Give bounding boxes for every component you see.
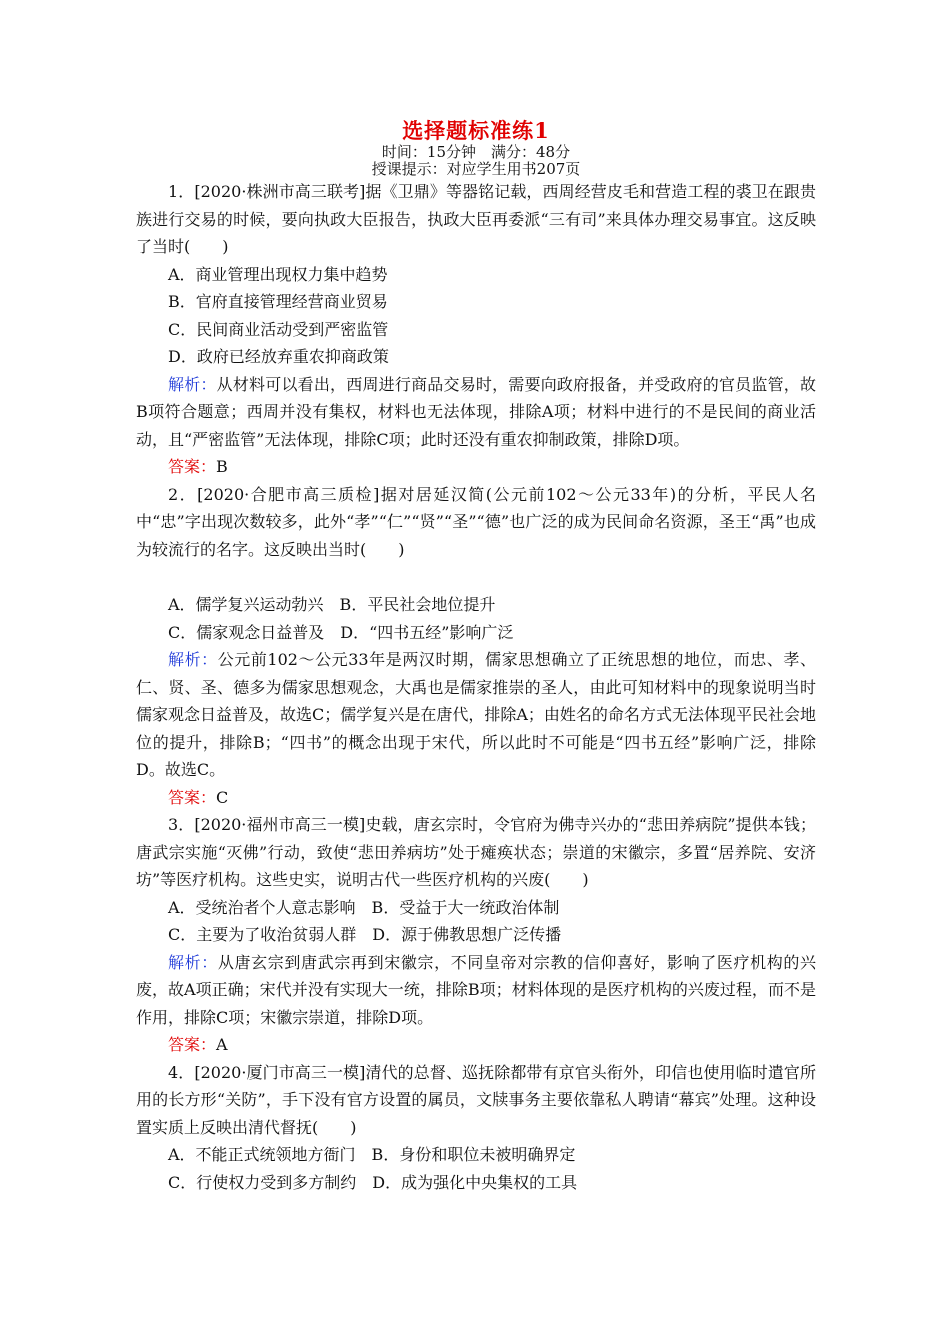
page-title: 选择题标准练1 (402, 118, 550, 143)
options-cd: C．主要为了收治贫弱人群 D．源于佛教思想广泛传播 (168, 925, 562, 944)
answer (136, 784, 816, 812)
explanation (136, 949, 816, 1032)
question-stem: 3．[2020·福州市高三一模]史载，唐玄宗时，令官府为佛寺兴办的“悲田养病院”提供本钱；唐武宗实施“灭佛”行动，致使“悲田养病坊”处于瘫痪状态；崇道的宋徽宗，多置“居养院、安济坊”等医疗机构。这些史实，说明古代一些医疗机构的兴废( ) (136, 815, 816, 889)
time-score-line: 时间：15分钟 满分：48分 (381, 143, 571, 161)
option-b: B．官府直接管理经营商业贸易 (168, 292, 388, 311)
document-page (136, 118, 816, 1196)
answer (136, 1031, 816, 1059)
explanation-text: 公元前102～公元33年是两汉时期，儒家思想确立了正统思想的地位，而忠、孝、仁、贤、圣、德多为儒家思想观念，大禹也是儒家推崇的圣人，由此可知材料中的现象说明当时儒家观念日益普及，故选C；儒学复兴是在唐代，排除A；由姓名的命名方式无法体现平民社会地位的提升，排除B；“四书”的概念出现于宋代，所以此时不可能是“四书五经”影响广泛，排除D。故选C。 (136, 650, 816, 779)
options-ab: A．不能正式统领地方衙门 B．身份和职位未被明确界定 (168, 1145, 576, 1164)
explanation-label: 解析： (168, 650, 218, 669)
question-stem: 1．[2020·株洲市高三联考]据《卫鼎》等器铭记载，西周经营皮毛和营造工程的裘卫在跟贵族进行交易的时候，要向执政大臣报告，执政大臣再委派“三有司”来具体办理交易事宜。这反映了当时( ) (136, 182, 816, 256)
explanation (136, 646, 816, 784)
answer-value: C (216, 787, 229, 807)
options-cd: C．行使权力受到多方制约 D．成为强化中央集权的工具 (168, 1172, 578, 1192)
explanation-text: 从唐玄宗到唐武宗再到宋徽宗，不同皇帝对宗教的信仰喜好，影响了医疗机构的兴废，故A项正确；宋代并没有实现大一统，排除B项；材料体现的是医疗机构的兴废过程，而不是作用，排除C项；宋徽宗崇道，排除D项。 (136, 952, 816, 1027)
answer-label: 答案： (168, 457, 217, 476)
answer (136, 453, 816, 481)
question-4 (136, 1059, 816, 1197)
question-stem: 2．[2020·合肥市高三质检]据对居延汉简(公元前102～公元33年)的分析，平民人名中“忠”字出现次数较多，此外“孝”“仁”“贤”“圣”“德”也广泛的成为民间命名资源，圣王“禹”也成为较流行的名字。这反映出当时( ) (136, 484, 816, 559)
options-ab: A．儒学复兴运动勃兴 B．平民社会地位提升 (168, 595, 496, 614)
option-c: C．民间商业活动受到严密监管 (168, 319, 389, 339)
answer-value: B (216, 457, 228, 476)
answer-label: 答案： (168, 1035, 217, 1054)
explanation (136, 371, 816, 454)
explanation-label: 解析： (168, 952, 218, 972)
blank-space (136, 563, 816, 591)
answer-value: A (216, 1035, 228, 1054)
option-d: D．政府已经放弃重农抑商政策 (168, 347, 389, 366)
options-cd: C．儒家观念日益普及 D．“四书五经”影响广泛 (168, 622, 514, 642)
question-3 (136, 811, 816, 1059)
answer-label: 答案： (168, 787, 217, 807)
question-1 (136, 178, 816, 481)
question-stem: 4．[2020·厦门市高三一模]清代的总督、巡抚除都带有京官头衔外，印信也使用临时遣官所用的长方形“关防”，手下没有官方设置的属员，文牍事务主要依靠私人聘请“幕宾”处理。这种设置实质上反映出清代督抚( ) (136, 1062, 816, 1137)
option-a: A．商业管理出现权力集中趋势 (168, 264, 388, 284)
explanation-label: 解析： (168, 374, 217, 394)
options-ab: A．受统治者个人意志影响 B．受益于大一统政治体制 (168, 897, 560, 917)
explanation-text: 从材料可以看出，西周进行商品交易时，需要向政府报备，并受政府的官员监管，故B项符合题意；西周并没有集权，材料也无法体现，排除A项；材料中进行的不是民间的商业活动，且“严密监管”无法体现，排除C项；此时还没有重农抑制政策，排除D项。 (136, 374, 816, 449)
textbook-hint: 授课提示：对应学生用书207页 (371, 160, 581, 178)
question-2 (136, 481, 816, 812)
